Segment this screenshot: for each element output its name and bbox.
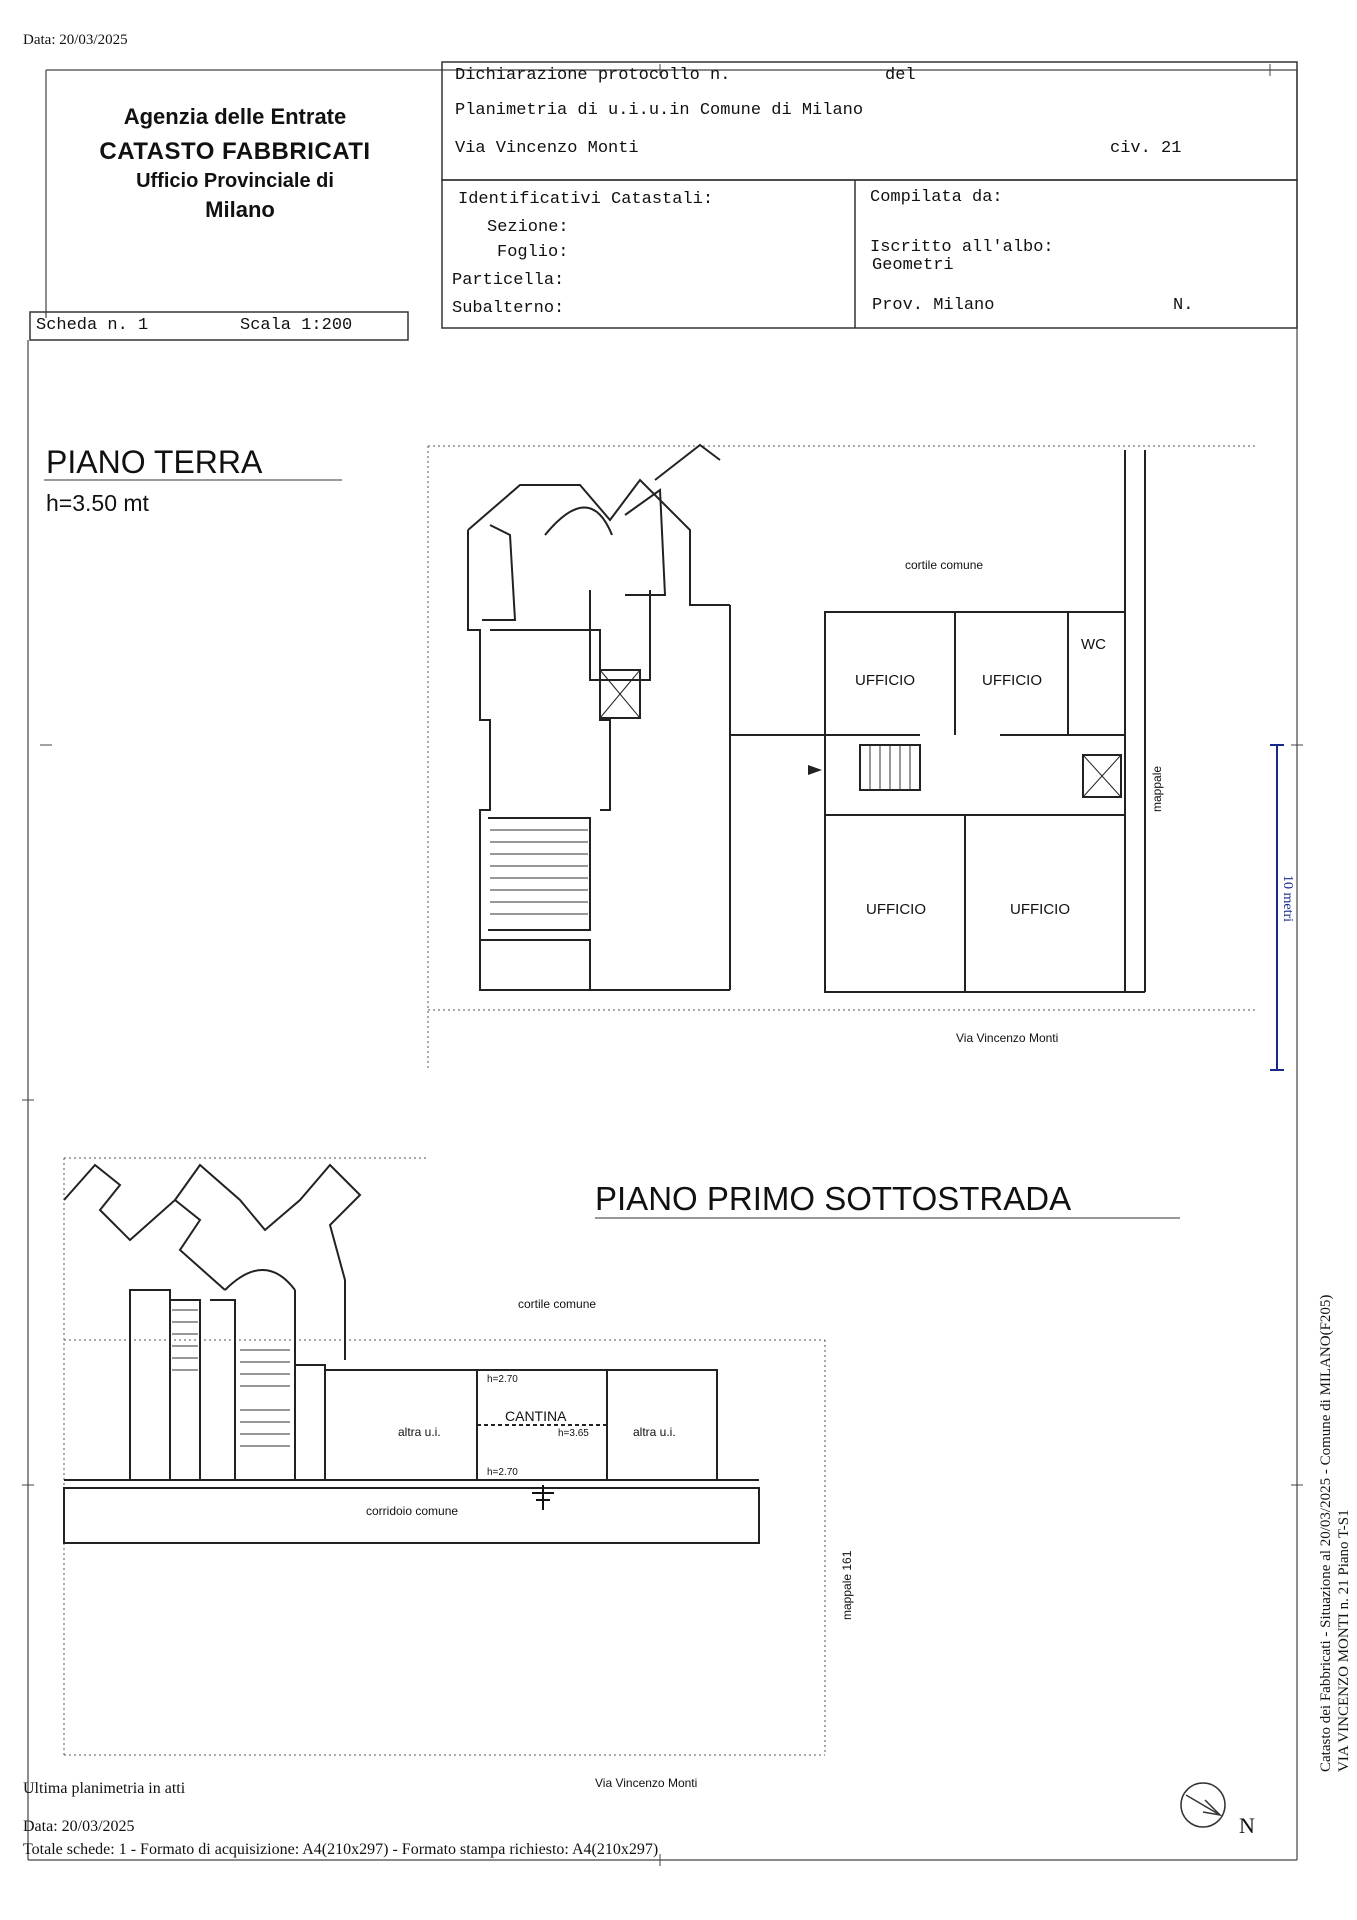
civic-number: civ. 21 [1110,139,1182,158]
ident-foglio: Foglio: [497,243,569,262]
cantina-label: CANTINA [505,1408,567,1424]
protocol-label: Dichiarazione protocollo n. [455,66,731,85]
footer-date: Data: 20/03/2025 [23,1818,135,1835]
scale-bar-label: 10 metri [1280,875,1295,923]
basement-street-label: Via Vincenzo Monti [595,1776,698,1790]
protocol-del: del [885,66,916,85]
geometri-label: Geometri [872,256,954,275]
planimetria-label: Planimetria di u.i.u.in Comune di Milano [455,101,864,120]
ident-particella: Particella: [452,271,565,290]
iscritto-label: Iscritto all'albo: [870,238,1054,257]
ident-title: Identificativi Catastali: [458,190,714,209]
agency-block [0,104,470,223]
ground-floor-height: h=3.50 mt [46,490,149,516]
office-label: Ufficio Provinciale di [136,170,334,192]
corridor-label: corridoio comune [366,1504,459,1518]
ground-mappale-label: mappale [1150,765,1164,812]
top-date: Data: 20/03/2025 [23,32,128,48]
other-unit-left: altra u.i. [398,1425,441,1439]
ground-courtyard-label: cortile comune [905,558,984,572]
side-address-text: VIA VINCENZO MONTI n. 21 Piano T-S1 [1336,1509,1352,1772]
scheda-scale: Scala 1:200 [240,316,353,335]
basement-mappale-label: mappale 161 [840,1550,854,1620]
footer-last-planimetry: Ultima planimetria in atti [23,1780,186,1797]
office-label-1: UFFICIO [855,672,915,689]
office-label-4: UFFICIO [1010,901,1070,918]
prov-label: Prov. Milano [872,296,995,315]
office-label-3: UFFICIO [866,901,926,918]
other-unit-right: altra u.i. [633,1425,676,1439]
address-label: Via Vincenzo Monti [455,139,639,158]
ident-subalterno: Subalterno: [452,299,565,318]
basement-height-2: h=3.65 [558,1428,589,1439]
ground-floor-title: PIANO TERRA [46,444,263,480]
basement-title: PIANO PRIMO SOTTOSTRADA [595,1180,1072,1217]
side-situation-text: Catasto dei Fabbricati - Situazione al 20/03/2025 - Comune di MILANO(F205) [1318,1294,1334,1772]
basement-courtyard-label: cortile comune [518,1297,597,1311]
north-label: N [1239,1813,1255,1838]
office-label-2: UFFICIO [982,672,1042,689]
compilata-title: Compilata da: [870,188,1003,207]
scheda-number: Scheda n. 1 [36,316,149,335]
wc-label: WC [1081,636,1106,653]
footer-totals: Totale schede: 1 - Formato di acquisizione: A4(210x297) - Formato stampa richiesto: A4(210x297) [23,1841,659,1858]
basement-height-1: h=2.70 [487,1374,518,1385]
ground-street-label: Via Vincenzo Monti [956,1031,1059,1045]
office-city: Milano [205,197,275,222]
basement-height-3: h=2.70 [487,1467,518,1478]
n-label: N. [1173,296,1194,315]
agency-name: Agenzia delle Entrate [123,104,347,129]
catasto-title: CATASTO FABBRICATI [99,138,371,165]
ident-sezione: Sezione: [487,218,569,237]
